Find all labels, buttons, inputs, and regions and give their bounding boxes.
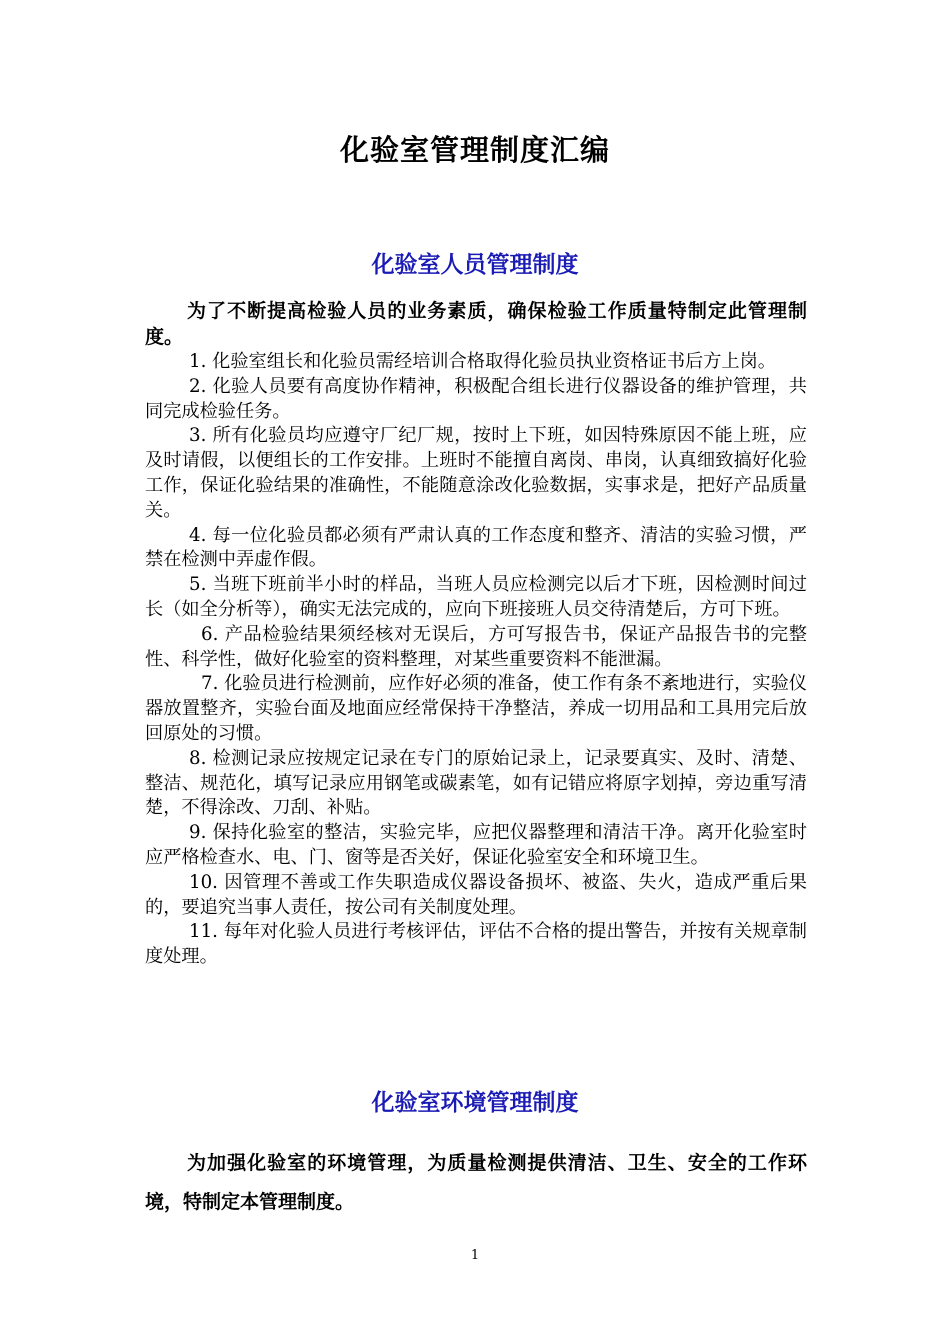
rule-item: 6. 产品检验结果须经核对无误后，方可写报告书，保证产品报告书的完整性、科学性，做好化验室的资料整理，对某些重要资料不能泄漏。 <box>145 623 807 670</box>
rule-item: 2. 化验人员要有高度协作精神，积极配合组长进行仪器设备的维护管理，共同完成检验任务。 <box>145 375 807 422</box>
section-title-personnel: 化验室人员管理制度 <box>371 251 579 278</box>
rule-item: 7. 化验员进行检测前，应作好必须的准备，使工作有条不紊地进行，实验仪器放置整齐，实验台面及地面应经常保持干净整洁，养成一切用品和工具用完后放回原处的习惯。 <box>145 673 807 744</box>
rule-item: 3. 所有化验员均应遵守厂纪厂规，按时上下班，如因特殊原因不能上班，应及时请假，以便组长的工作安排。上班时不能擅自离岗、串岗，认真细致搞好化验工作，保证化验结果的准确性，不能随意涂改化验数据，实事求是，把好产品质量关。 <box>145 425 807 521</box>
section-body-personnel <box>145 298 807 970</box>
page-number: 1 <box>470 1248 480 1263</box>
rule-item: 10. 因管理不善或工作失职造成仪器设备损坏、被盗、失火，造成严重后果的，要追究当事人责任，按公司有关制度处理。 <box>145 871 807 918</box>
rule-item: 5. 当班下班前半小时的样品，当班人员应检测完以后才下班，因检测时间过长（如全分析等），确实无法完成的，应向下班接班人员交待清楚后，方可下班。 <box>145 574 807 620</box>
rule-item: 4. 每一位化验员都必须有严肃认真的工作态度和整齐、清洁的实验习惯，严禁在检测中弄虚作假。 <box>145 524 807 571</box>
rule-item: 11. 每年对化验人员进行考核评估，评估不合格的提出警告，并按有关规章制度处理。 <box>145 921 807 968</box>
section-intro-personnel: 为了不断提高检验人员的业务素质，确保检验工作质量特制定此管理制度。 <box>145 300 807 348</box>
rule-item: 1. 化验室组长和化验员需经培训合格取得化验员执业资格证书后方上岗。 <box>189 351 776 372</box>
section-body-environment <box>145 1144 807 1222</box>
section-intro-environment: 为加强化验室的环境管理，为质量检测提供清洁、卫生、安全的工作环境，特制定本管理制度。 <box>145 1152 807 1213</box>
section-title-environment: 化验室环境管理制度 <box>371 1089 579 1116</box>
document-title: 化验室管理制度汇编 <box>339 133 610 167</box>
rule-item: 9. 保持化验室的整洁，实验完毕，应把仪器整理和清洁干净。离开化验室时应严格检查水、电、门、窗等是否关好，保证化验室安全和环境卫生。 <box>145 822 807 868</box>
rule-item: 8. 检测记录应按规定记录在专门的原始记录上，记录要真实、及时、清楚、整洁、规范化，填写记录应用钢笔或碳素笔，如有记错应将原字划掉，旁边重写清楚，不得涂改、刀刮、补贴。 <box>145 747 807 819</box>
